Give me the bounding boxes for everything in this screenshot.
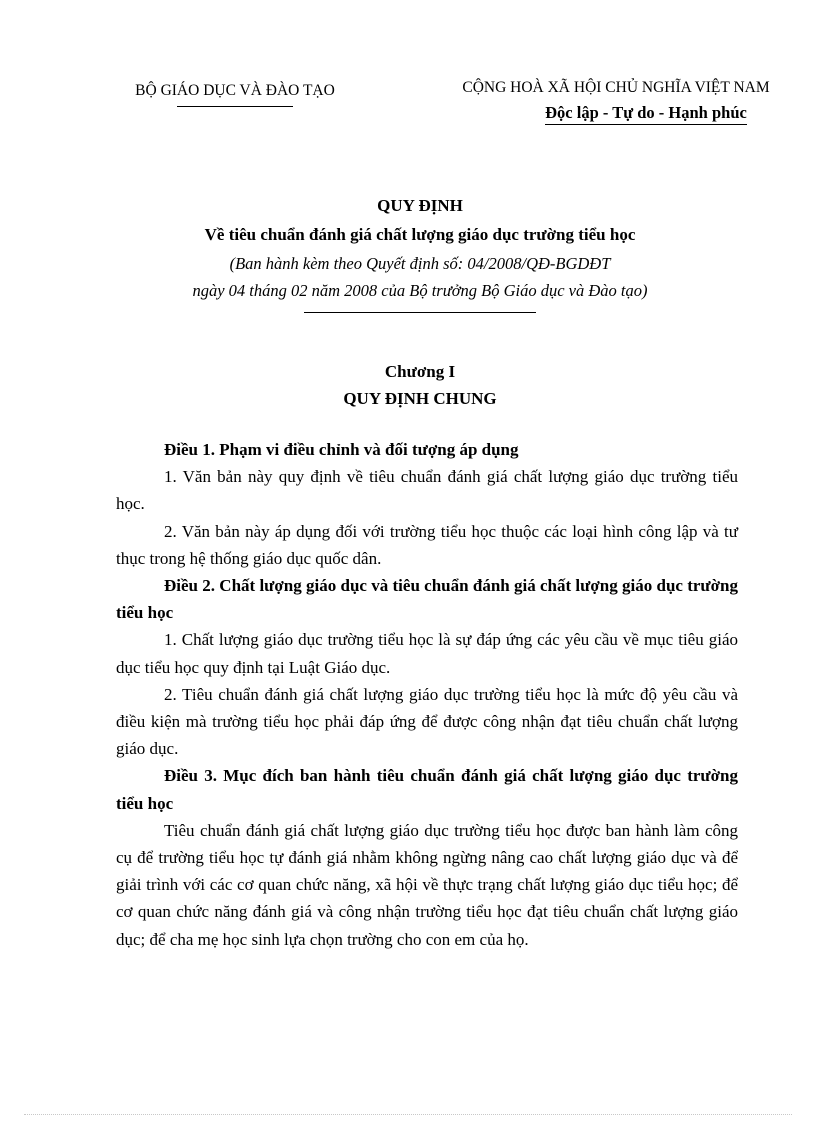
- chapter-heading: [100, 362, 740, 409]
- country-name: CỘNG HOÀ XÃ HỘI CHỦ NGHĨA VIỆT NAM: [462, 79, 770, 96]
- article-3-heading: Điều 3. Mục đích ban hành tiêu chuẩn đánh giá chất lượng giáo dục trường tiểu học: [116, 766, 738, 813]
- issuance-note-line-2: ngày 04 tháng 02 năm 2008 của Bộ trưởng Bộ Giáo dục và Đào tạo): [192, 281, 648, 300]
- document-title: QUY ĐỊNH: [377, 196, 463, 215]
- ministry-underline: [177, 106, 293, 107]
- national-motto: Độc lập - Tự do - Hạnh phúc: [545, 103, 747, 125]
- chapter-name: QUY ĐỊNH CHUNG: [343, 389, 497, 408]
- page-bottom-border: [24, 1114, 792, 1115]
- article-2-paragraph-1: 1. Chất lượng giáo dục trường tiểu học là sự đáp ứng các yêu cầu về mục tiêu giáo dục tiểu học quy định tại Luật Giáo dục.: [116, 630, 738, 677]
- article-3-paragraph-1: Tiêu chuẩn đánh giá chất lượng giáo dục trường tiểu học được ban hành làm công cụ để trường tiểu học tự đánh giá nhằm không ngừng nâng cao chất lượng giáo dục và để giải trình với các cơ quan chức năng, xã hội về thực trạng chất lượng giáo dục tiểu học; để cơ quan chức năng đánh giá và công nhận trường tiểu học đạt tiêu chuẩn chất lượng giáo dục; để cha mẹ học sinh lựa chọn trường cho con em của họ.: [116, 820, 738, 949]
- document-subtitle: Về tiêu chuẩn đánh giá chất lượng giáo dục trường tiểu học: [204, 225, 636, 244]
- article-2-heading: Điều 2. Chất lượng giáo dục và tiêu chuẩn đánh giá chất lượng giáo dục trường tiểu học: [116, 576, 738, 623]
- document-body: [116, 436, 738, 953]
- title-divider: [304, 312, 536, 313]
- issuance-note-line-1: (Ban hành kèm theo Quyết định số: 04/2008/QĐ-BGDĐT: [229, 254, 611, 273]
- article-1-heading: Điều 1. Phạm vi điều chỉnh và đối tượng áp dụng: [164, 440, 519, 459]
- ministry-header: [100, 82, 370, 107]
- article-1-paragraph-1: 1. Văn bản này quy định về tiêu chuẩn đánh giá chất lượng giáo dục trường tiểu học.: [116, 467, 738, 514]
- ministry-name: BỘ GIÁO DỤC VÀ ĐÀO TẠO: [135, 82, 335, 99]
- article-1-paragraph-2: 2. Văn bản này áp dụng đối với trường tiểu học thuộc các loại hình công lập và tư thục trong hệ thống giáo dục quốc dân.: [116, 521, 738, 568]
- document-title-block: [100, 196, 740, 313]
- chapter-number: Chương I: [384, 362, 456, 381]
- national-header: [430, 79, 802, 125]
- issuance-note: [100, 250, 740, 304]
- article-2-paragraph-2: 2. Tiêu chuẩn đánh giá chất lượng giáo dục trường tiểu học là mức độ yêu cầu và điều kiện mà trường tiểu học phải đáp ứng để được công nhận đạt tiêu chuẩn chất lượng giáo dục.: [116, 684, 738, 759]
